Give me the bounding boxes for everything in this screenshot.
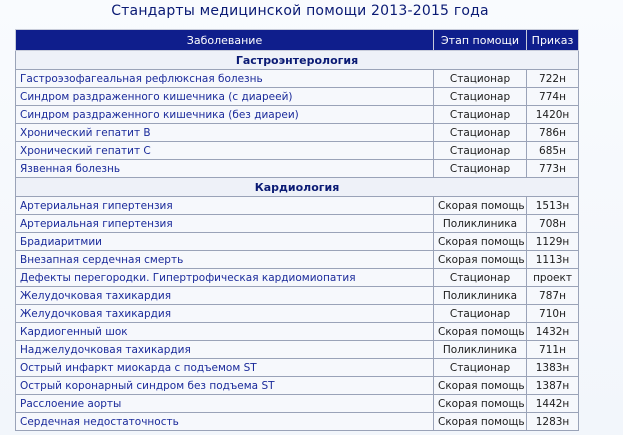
disease-link[interactable]: Брадиаритмии: [16, 233, 434, 251]
care-stage-cell: Скорая помощь: [434, 395, 527, 413]
order-number-cell: 1387н: [527, 377, 579, 395]
order-number-cell: 1513н: [527, 197, 579, 215]
order-number-cell: 1432н: [527, 323, 579, 341]
group-title: Гастроэнтерология: [16, 51, 579, 70]
group-header-row: [16, 51, 579, 70]
disease-link[interactable]: Хронический гепатит С: [16, 142, 434, 160]
care-stage-cell: Стационар: [434, 88, 527, 106]
care-stage-cell: Стационар: [434, 269, 527, 287]
disease-link[interactable]: Гастроэзофагеальная рефлюксная болезнь: [16, 70, 434, 88]
column-header-stage: Этап помощи: [434, 30, 527, 51]
disease-link[interactable]: Хронический гепатит B: [16, 124, 434, 142]
table-row: [16, 413, 579, 431]
order-number-cell: 1383н: [527, 359, 579, 377]
care-stage-cell: Стационар: [434, 160, 527, 178]
order-number-cell: 1283н: [527, 413, 579, 431]
order-number-cell: 787н: [527, 287, 579, 305]
group-title: Кардиология: [16, 178, 579, 197]
table-row: [16, 215, 579, 233]
disease-link[interactable]: Кардиогенный шок: [16, 323, 434, 341]
table-row: [16, 124, 579, 142]
care-stage-cell: Скорая помощь: [434, 377, 527, 395]
disease-link[interactable]: Дефекты перегородки. Гипертрофическая кардиомиопатия: [16, 269, 434, 287]
care-stage-cell: Стационар: [434, 70, 527, 88]
table-row: [16, 160, 579, 178]
care-stage-cell: Стационар: [434, 305, 527, 323]
disease-link[interactable]: Язвенная болезнь: [16, 160, 434, 178]
order-number-cell: 722н: [527, 70, 579, 88]
care-stage-cell: Скорая помощь: [434, 413, 527, 431]
table-row: [16, 251, 579, 269]
table-row: [16, 142, 579, 160]
order-number-cell: 685н: [527, 142, 579, 160]
care-stage-cell: Скорая помощь: [434, 323, 527, 341]
order-number-cell: 1442н: [527, 395, 579, 413]
table-row: [16, 377, 579, 395]
disease-link[interactable]: Острый коронарный синдром без подъема ST: [16, 377, 434, 395]
care-stage-cell: Стационар: [434, 124, 527, 142]
care-stage-cell: Поликлиника: [434, 287, 527, 305]
disease-link[interactable]: Артериальная гипертензия: [16, 197, 434, 215]
disease-link[interactable]: Расслоение аорты: [16, 395, 434, 413]
disease-link[interactable]: Синдром раздраженного кишечника (без диареи): [16, 106, 434, 124]
disease-link[interactable]: Внезапная сердечная смерть: [16, 251, 434, 269]
table-row: [16, 197, 579, 215]
column-header-order: Приказ: [527, 30, 579, 51]
table-row: [16, 233, 579, 251]
care-stage-cell: Скорая помощь: [434, 233, 527, 251]
disease-link[interactable]: Сердечная недостаточность: [16, 413, 434, 431]
table-header-row: [16, 30, 579, 51]
page-title: Стандарты медицинской помощи 2013-2015 года: [111, 3, 489, 19]
table-row: [16, 305, 579, 323]
table-row: [16, 395, 579, 413]
order-number-cell: 786н: [527, 124, 579, 142]
table-body: [16, 51, 579, 431]
disease-link[interactable]: Синдром раздраженного кишечника (с диареей): [16, 88, 434, 106]
order-number-cell: 1129н: [527, 233, 579, 251]
order-number-cell: 708н: [527, 215, 579, 233]
disease-link[interactable]: Острый инфаркт миокарда с подъемом ST: [16, 359, 434, 377]
care-stage-cell: Стационар: [434, 142, 527, 160]
table-row: [16, 70, 579, 88]
care-stage-cell: Поликлиника: [434, 215, 527, 233]
order-number-cell: 774н: [527, 88, 579, 106]
table-row: [16, 287, 579, 305]
order-number-cell: 1113н: [527, 251, 579, 269]
care-stage-cell: Скорая помощь: [434, 197, 527, 215]
table-row: [16, 359, 579, 377]
table-row: [16, 88, 579, 106]
order-number-cell: проект: [527, 269, 579, 287]
disease-link[interactable]: Артериальная гипертензия: [16, 215, 434, 233]
table-row: [16, 323, 579, 341]
disease-link[interactable]: Желудочковая тахикардия: [16, 305, 434, 323]
table-row: [16, 269, 579, 287]
column-header-disease: Заболевание: [16, 30, 434, 51]
order-number-cell: 711н: [527, 341, 579, 359]
order-number-cell: 1420н: [527, 106, 579, 124]
disease-link[interactable]: Желудочковая тахикардия: [16, 287, 434, 305]
care-stage-cell: Скорая помощь: [434, 251, 527, 269]
care-stage-cell: Стационар: [434, 359, 527, 377]
table-row: [16, 341, 579, 359]
order-number-cell: 710н: [527, 305, 579, 323]
care-stage-cell: Поликлиника: [434, 341, 527, 359]
table-row: [16, 106, 579, 124]
group-header-row: [16, 178, 579, 197]
order-number-cell: 773н: [527, 160, 579, 178]
standards-table: [15, 29, 579, 431]
disease-link[interactable]: Наджелудочковая тахикардия: [16, 341, 434, 359]
care-stage-cell: Стационар: [434, 106, 527, 124]
